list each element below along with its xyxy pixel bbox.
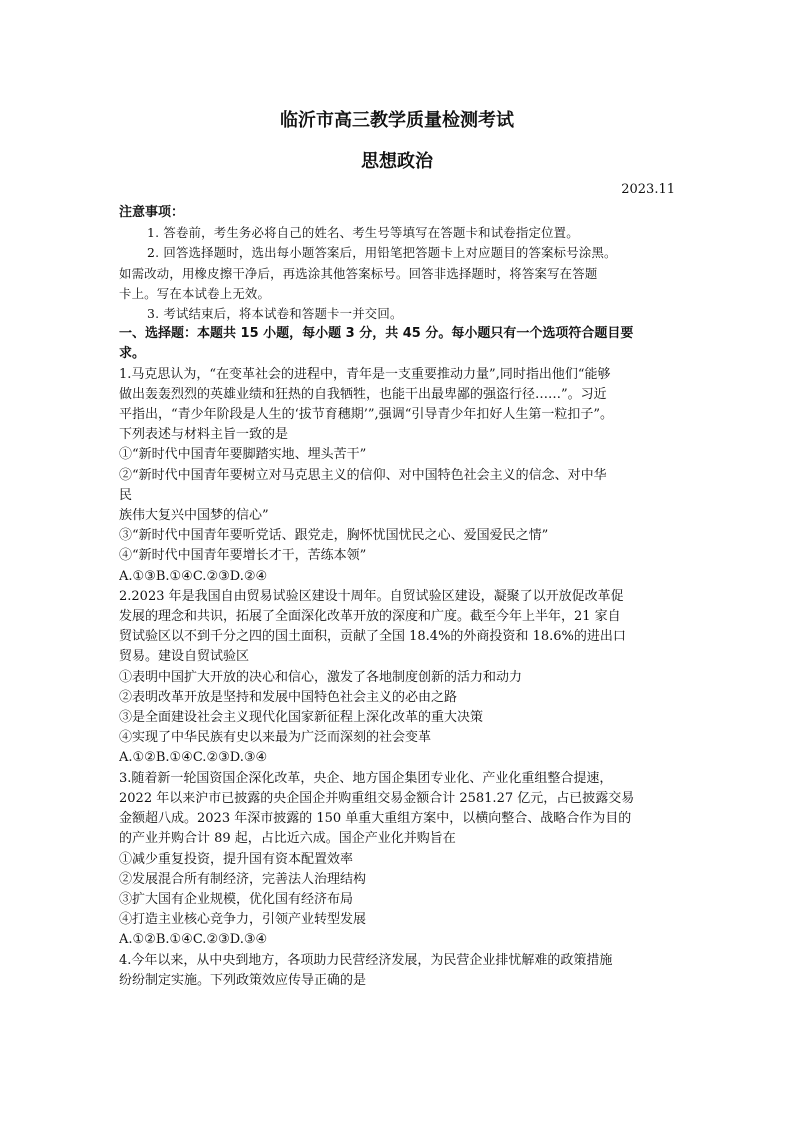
q1-stem-line: 做出轰轰烈烈的英雄业绩和狂热的自我牺牲，也能干出最卑鄙的强盗行径……”。习近 bbox=[119, 386, 607, 402]
q2-stem-line: 贸试验区以不到千分之四的国土面积，贡献了全国 18.4%的外商投资和 18.6%的进出口 bbox=[119, 629, 626, 645]
section-heading: 一、选择题：本题共 15 小题，每小题 3 分，共 45 分。每小题只有一个选项符合题目要 bbox=[119, 326, 634, 342]
q4-stem-line: 纷纷制定实施。下列政策效应传导正确的是 bbox=[119, 972, 367, 988]
q1-option: ③“新时代中国青年要听党话、跟党走，胸怀忧国忧民之心、爱国爱民之情” bbox=[119, 528, 549, 544]
section-heading-cont: 求。 bbox=[119, 346, 146, 362]
q1-stem-line: 下列表述与材料主旨一致的是 bbox=[119, 427, 289, 443]
q3-option: ③扩大国有企业规模，优化国有经济布局 bbox=[119, 891, 354, 907]
notice-item-1: 1. 答卷前，考生务必将自己的姓名、考生号等填写在答题卡和试卷指定位置。 bbox=[147, 225, 579, 241]
q1-option: ④“新时代中国青年要增长才干，苦练本领” bbox=[119, 548, 367, 564]
q3-stem-line: 3.随着新一轮国资国企深化改革，央企、地方国企集团专业化、产业化重组整合提速， bbox=[119, 770, 613, 786]
exam-content bbox=[119, 203, 679, 991]
notice-item-2-cont: 如需改动，用橡皮擦干净后，再选涂其他答案标号。回答非选择题时，将答案写在答题 bbox=[119, 265, 598, 281]
notice-heading: 注意事项： bbox=[119, 205, 185, 220]
q1-option: ②“新时代中国青年要树立对马克思主义的信仰、对中国特色社会主义的信念、对中华 bbox=[119, 467, 607, 483]
exam-title: 临沂市高三教学质量检测考试 bbox=[280, 110, 514, 131]
notice-item-3: 3. 考试结束后，将本试卷和答题卡一并交回。 bbox=[147, 306, 403, 322]
q3-option: ①减少重复投资，提升国有资本配置效率 bbox=[119, 851, 354, 867]
notice-item-2-end: 卡上。写在本试卷上无效。 bbox=[119, 285, 271, 301]
exam-date: 2023.11 bbox=[621, 182, 675, 197]
q2-stem-line: 发展的理念和共识，拓展了全面深化改革开放的深度和广度。截至今年上半年，21 家自 bbox=[119, 609, 621, 625]
q1-stem-line: 1.马克思认为，“在变革社会的进程中，青年是一支重要推动力量”,同时指出他们“能够 bbox=[119, 366, 611, 382]
q3-answers: A.①②B.①④C.②③D.③④ bbox=[119, 932, 268, 948]
q1-option: ①“新时代中国青年要脚踏实地、埋头苦干” bbox=[119, 447, 367, 463]
q3-option: ②发展混合所有制经济，完善法人治理结构 bbox=[119, 871, 367, 887]
q3-option: ④打造主业核心竞争力，引领产业转型发展 bbox=[119, 912, 367, 928]
q2-option: ②表明改革开放是坚持和发展中国特色社会主义的必由之路 bbox=[119, 689, 458, 705]
q3-stem-line: 的产业并购合计 89 起，占比近六成。国企产业化并购旨在 bbox=[119, 831, 456, 847]
q2-option: ④实现了中华民族有史以来最为广泛而深刻的社会变革 bbox=[119, 730, 432, 746]
subject-title: 思想政治 bbox=[361, 151, 433, 172]
q2-option: ①表明中国扩大开放的决心和信心，激发了各地制度创新的活力和动力 bbox=[119, 669, 523, 685]
q2-stem-line: 2.2023 年是我国自由贸易试验区建设十周年。自贸试验区建设，凝聚了以开放促改革促 bbox=[119, 588, 624, 604]
q4-stem-line: 4.今年以来，从中央到地方，各项助力民营经济发展，为民营企业排忧解难的政策措施 bbox=[119, 952, 613, 968]
q1-option-cont: 民 bbox=[119, 487, 133, 503]
q2-option: ③是全面建设社会主义现代化国家新征程上深化改革的重大决策 bbox=[119, 710, 484, 726]
q1-answers: A.①③B.①④C.②③D.②④ bbox=[119, 568, 268, 584]
q1-stem-line: 平指出，“青少年阶段是人生的‘拔节育穗期’”,强调“引导青少年扣好人生第一粒扣子”。 bbox=[119, 407, 613, 423]
q1-option-cont: 族伟大复兴中国梦的信心” bbox=[119, 508, 269, 524]
notice-item-2: 2. 回答选择题时，选出每小题答案后，用铅笔把答题卡上对应题目的答案标号涂黑。 bbox=[147, 245, 617, 261]
q2-answers: A.①②B.①④C.②③D.③④ bbox=[119, 750, 268, 766]
q3-stem-line: 金额超八成。2023 年深市披露的 150 单重大重组方案中，以横向整合、战略合作为目的 bbox=[119, 811, 632, 827]
q3-stem-line: 2022 年以来沪市已披露的央企国企并购重组交易金额合计 2581.27 亿元，占已披露交易 bbox=[119, 790, 635, 806]
q2-stem-line: 贸易。建设自贸试验区 bbox=[119, 649, 250, 665]
